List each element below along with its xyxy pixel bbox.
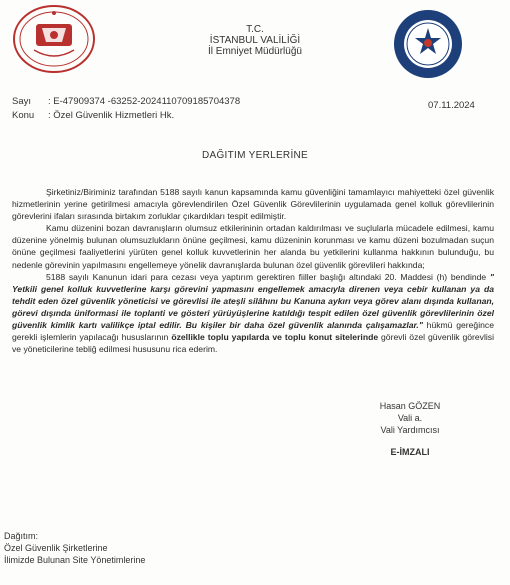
emphasis-text: özellikle toplu yapılarda ve toplu konut sitelerinde: [171, 332, 379, 343]
paragraph-3: [12, 271, 494, 356]
istanbul-valiligi-logo: [12, 4, 96, 74]
letterhead-mudurluk: İl Emniyet Müdürlüğü: [208, 46, 302, 57]
document-body: [12, 186, 494, 355]
letterhead: [150, 24, 360, 57]
paragraph-3-end: görevli özel güvenlik görevlisi ve yöneticilerine tebliğ edilmesi hususunu rica ederim.: [12, 332, 494, 355]
e-signature-mark: E-İMZALI: [390, 447, 430, 457]
sayi-label: Sayı: [12, 96, 32, 107]
paragraph-2: Kamu düzenini bozan davranışların olumsuz etkilerininin ortadan kaldırılması ve suçlularla mücadele edilmesi, kamu düzenine yönelmiş bulunan olumsuzlukların önüne geçilmesi, kamu düzeninin korunması ve kamu düzeni bozulmadan suçun önüne geçilmesi faaliyetlerini yürüten genel kolluk kuvvetlerinin her alanda bu yetkilerini kullanma hakkının bulunduğu, bu nedenle görevinin yapılmasını engellemeye yönelik davranışlarda bulunan özel güvenlik görevlileri hakkında;: [12, 223, 494, 270]
paragraph-3-mid: hükmü gereğince gerekli işlemlerin yapılacağı hususlarının: [12, 320, 494, 343]
letterhead-valilik: İSTANBUL VALİLİĞİ: [209, 35, 301, 46]
signer-title-2: Vali Yardımcısı: [380, 425, 440, 435]
document-title: DAĞITIM YERLERİNE: [201, 150, 309, 161]
signature-block: [350, 400, 470, 458]
konu-value: : Özel Güvenlik Hizmetleri Hk.: [48, 110, 175, 121]
distribution-item-1: Özel Güvenlik Şirketlerine: [4, 543, 108, 553]
emniyet-mudurlugu-logo: [392, 8, 464, 80]
letterhead-tc: T.C.: [246, 24, 264, 35]
signer-name: Hasan GÖZEN: [379, 401, 441, 411]
paragraph-1: Şirketiniz/Biriminiz tarafından 5188 sayılı kanun kapsamında kamu güvenliğini tamamlayıcı mahiyetteki özel güvenlik hizmetlerinin yerine getirilmesi amacıyla görevlendirilen Özel Güvenlik Görevlilerinin uygulamada genel kolluk görevlilerinin görevlerini ifaları sırasında birtakım zorluklar çıkardıkları tespit edilmiştir.: [12, 187, 494, 222]
signer-title-1: Vali a.: [397, 413, 423, 423]
sayi-value: : E-47909374 -63252-2024110709185704378: [48, 96, 241, 107]
document-date: 07.11.2024: [428, 100, 475, 111]
distribution-list: [4, 530, 145, 566]
distribution-label: Dağıtım:: [4, 531, 39, 541]
law-quote: " Yetkili genel kolluk kuvvetlerine karşı görevini yapmasını engellemek amacıyla direnen veya cebir kullanan ya da tehdit eden özel güvenlik yöneticisi ve görevlisi ile ateşli silâhını bu Kanuna aykırı veya görev alanı dışında kullanan, görevi dışında üniformasi ile toplanti ve gösteri yürüyüşlerine katıldığı tespit edilen özel güvenlik görevlilerinin özel güvenlik kimlik kartı valilikçe iptal edilir. Bu kişiler bir daha özel güvenlik alanında çalışamazlar.": [12, 271, 494, 331]
distribution-item-2: İlimizde Bulunan Site Yönetimlerine: [4, 555, 146, 565]
paragraph-3-start: 5188 sayılı Kanunun idari para cezası veya yaptırım gerektiren fiiller başlığı altındaki 20. Maddesi (h) bendinde: [46, 271, 490, 282]
konu-label: Konu: [12, 110, 35, 121]
